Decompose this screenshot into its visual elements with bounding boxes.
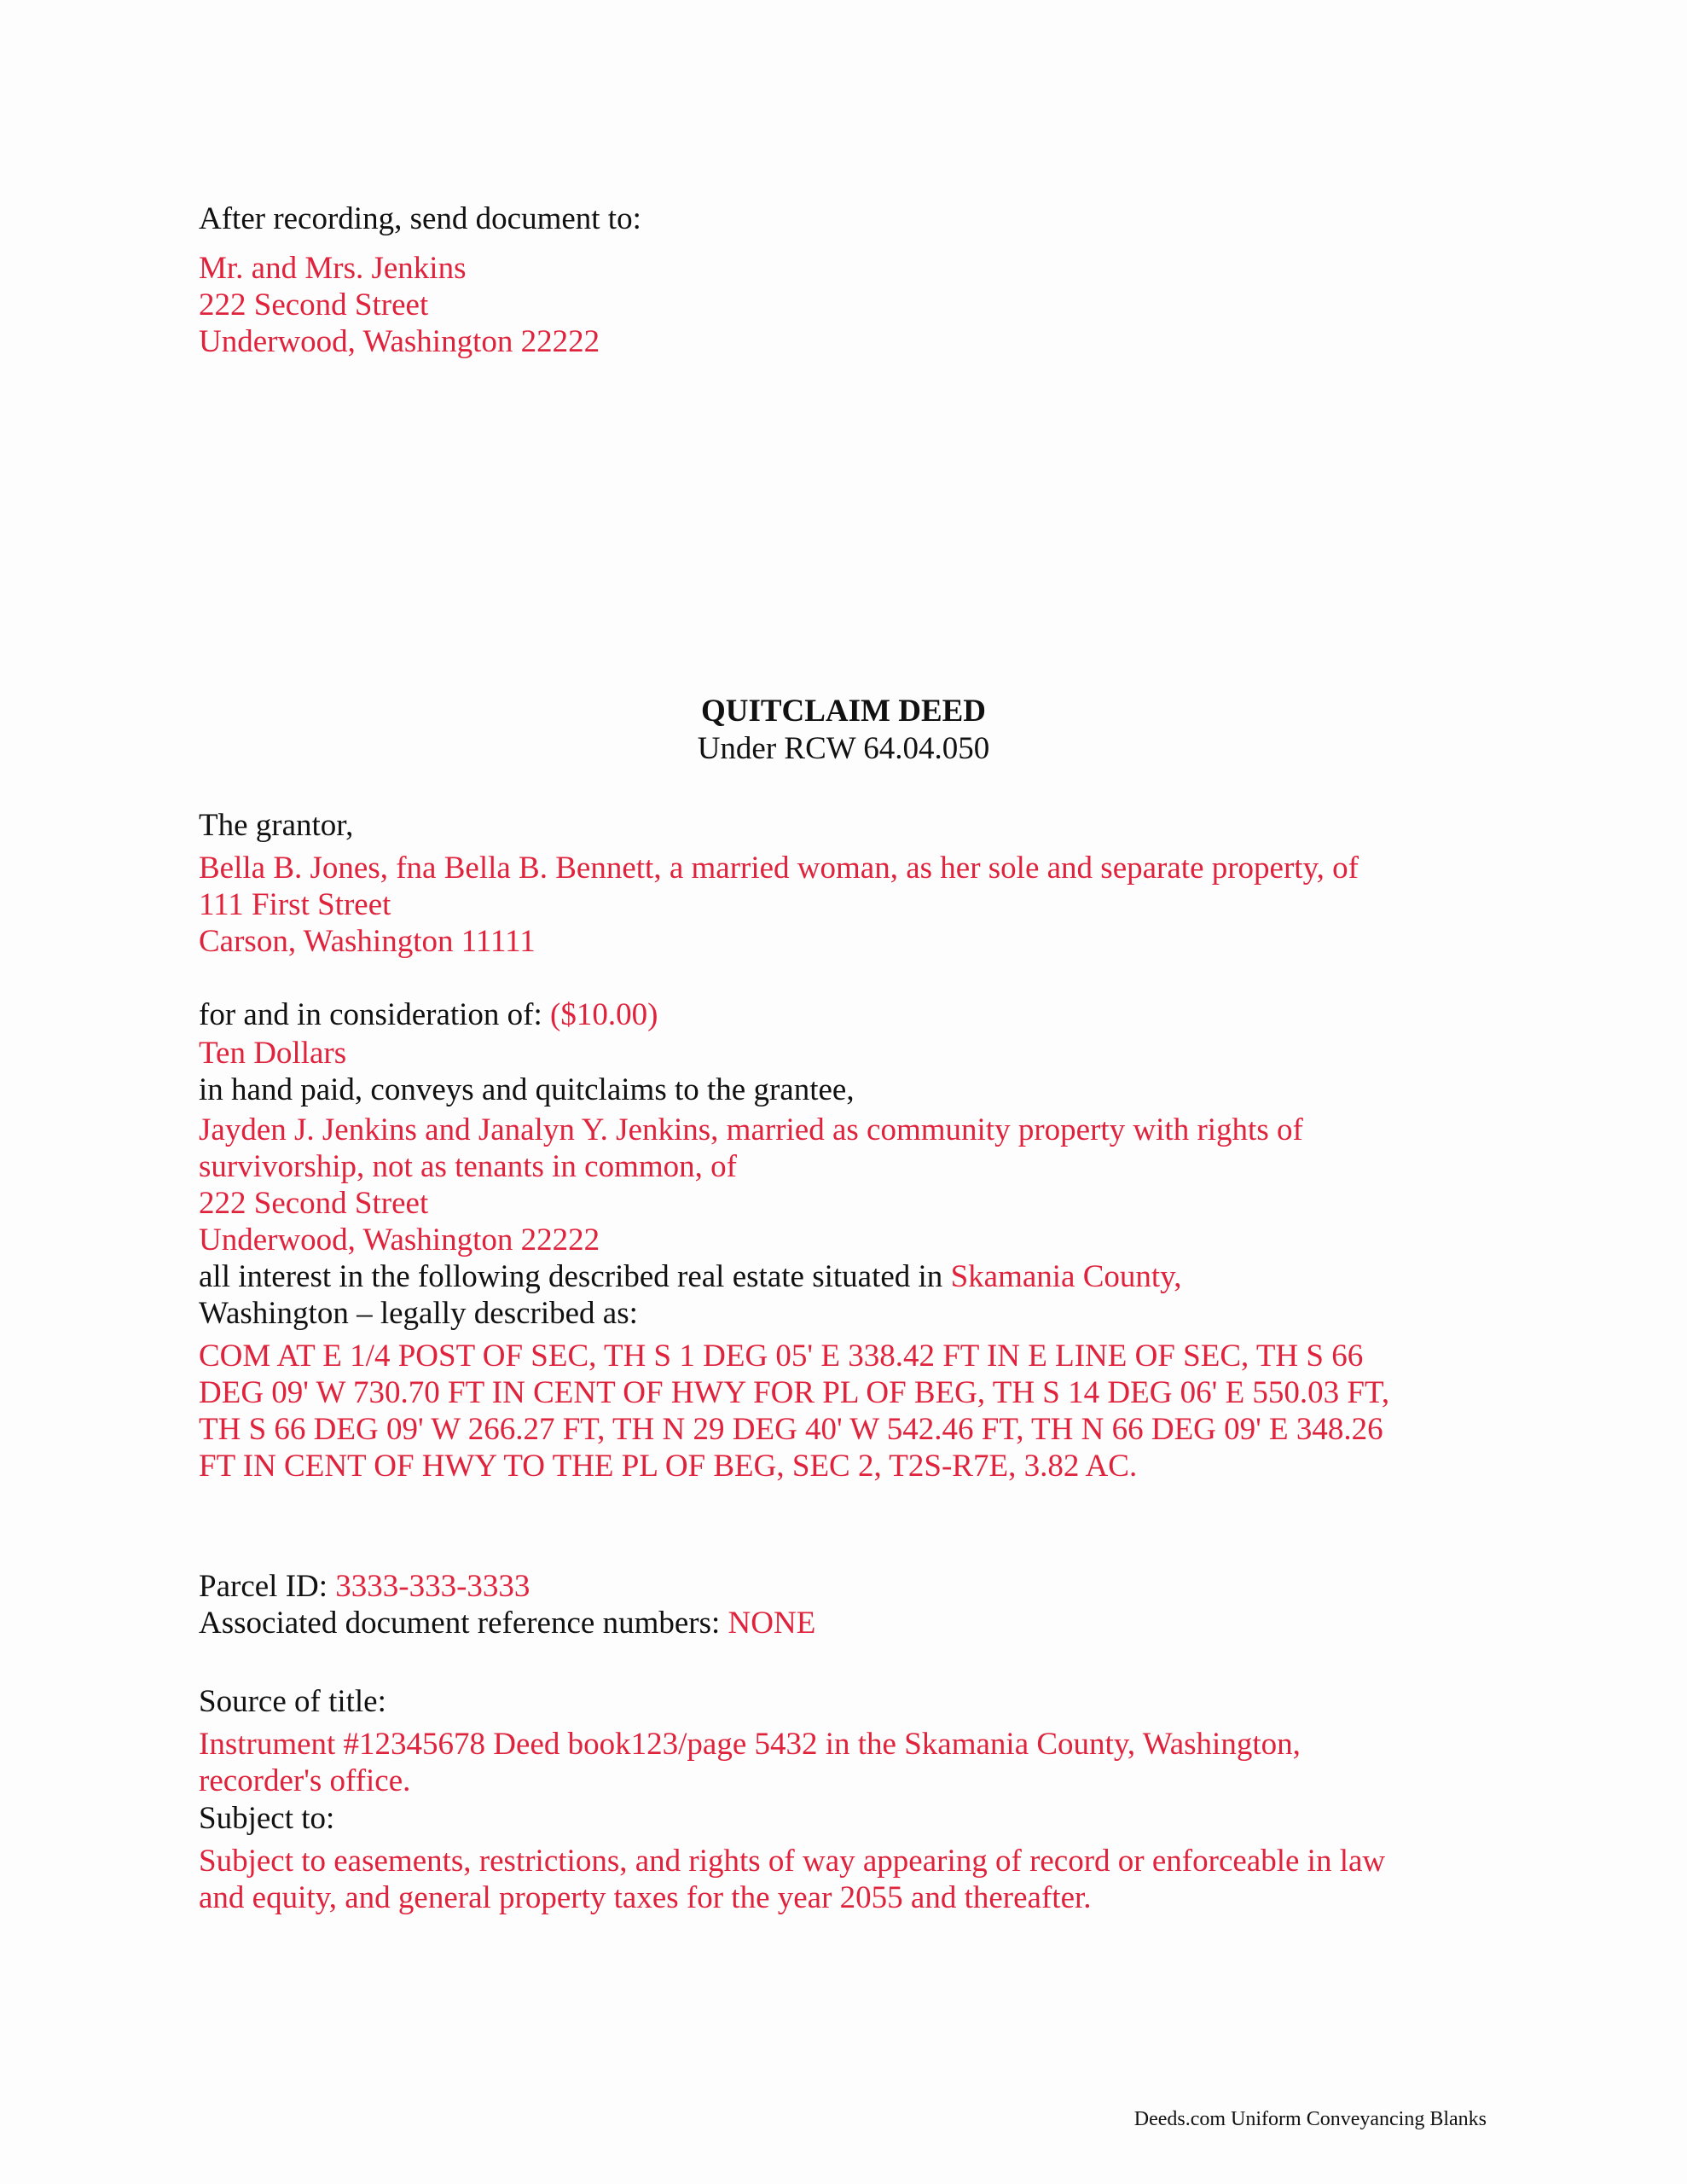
grantee-street: 222 Second Street <box>199 1186 429 1221</box>
grantee-city: Underwood, Washington 22222 <box>199 1223 600 1258</box>
source-of-title-line-1: Instrument #12345678 Deed book123/page 5432 in the Skamania County, Washington, <box>199 1727 1301 1762</box>
associated-label: Associated document reference numbers: <box>199 1606 721 1641</box>
property-intro-line <box>199 1258 1495 1295</box>
grantor-name: Bella B. Jones, fna Bella B. Bennett, a married woman, as her sole and separate property, of <box>199 851 1359 886</box>
footer-credit: Deeds.com Uniform Conveyancing Blanks <box>1133 2108 1487 2130</box>
return-address-street: 222 Second Street <box>199 288 429 322</box>
associated-value: NONE <box>728 1606 816 1641</box>
property-county: Skamania County, <box>950 1259 1182 1294</box>
return-address-block <box>199 200 1495 360</box>
deed-title-block <box>0 693 1687 768</box>
grantor-city: Carson, Washington 11111 <box>199 924 536 959</box>
property-intro-2: Washington – legally described as: <box>199 1296 638 1331</box>
parcel-line <box>199 1568 1495 1605</box>
grantor-street: 111 First Street <box>199 887 391 922</box>
legal-description-line: TH S 66 DEG 09' W 266.27 FT, TH N 29 DEG 40' W 542.46 FT, TH N 66 DEG 09' E 348.26 <box>199 1412 1383 1447</box>
grantee-line-1: Jayden J. Jenkins and Janalyn Y. Jenkins, married as community property with rights of <box>199 1112 1303 1147</box>
legal-description-line: DEG 09' W 730.70 FT IN CENT OF HWY FOR PL OF BEG, TH S 14 DEG 06' E 550.03 FT, <box>199 1375 1390 1410</box>
legal-description-line: FT IN CENT OF HWY TO THE PL OF BEG, SEC 2, T2S-R7E, 3.82 AC. <box>199 1449 1138 1484</box>
parcel-label: Parcel ID: <box>199 1569 328 1604</box>
deed-title: QUITCLAIM DEED <box>700 694 987 729</box>
return-address-name: Mr. and Mrs. Jenkins <box>199 251 467 286</box>
grantor-block <box>199 807 1495 960</box>
return-address-label: After recording, send document to: <box>199 201 641 236</box>
consideration-label: for and in consideration of: <box>199 997 542 1032</box>
consideration-block <box>199 996 1495 1484</box>
subject-to-line-1: Subject to easements, restrictions, and rights of way appearing of record or enforceable in law <box>199 1844 1386 1879</box>
conveys-line: in hand paid, conveys and quitclaims to the grantee, <box>199 1072 855 1107</box>
source-of-title-line-2: recorder's office. <box>199 1763 411 1798</box>
deed-subtitle: Under RCW 64.04.050 <box>697 731 990 766</box>
source-of-title-label: Source of title: <box>199 1684 386 1719</box>
associated-line <box>199 1605 1495 1641</box>
grantor-label: The grantor, <box>199 808 354 843</box>
consideration-words: Ten Dollars <box>199 1036 347 1071</box>
subject-to-line-2: and equity, and general property taxes for the year 2055 and thereafter. <box>199 1880 1092 1915</box>
return-address-city: Underwood, Washington 22222 <box>199 324 600 359</box>
grantee-line-2: survivorship, not as tenants in common, of <box>199 1149 737 1184</box>
subject-to-label: Subject to: <box>199 1801 335 1836</box>
source-of-title-block <box>199 1683 1495 1916</box>
legal-description-line: COM AT E 1/4 POST OF SEC, TH S 1 DEG 05' E 338.42 FT IN E LINE OF SEC, TH S 66 <box>199 1339 1364 1374</box>
consideration-line <box>199 996 1495 1033</box>
consideration-amount: ($10.00) <box>550 997 658 1032</box>
property-intro: all interest in the following described real estate situated in <box>199 1259 943 1294</box>
parcel-block <box>199 1568 1495 1641</box>
parcel-value: 3333-333-3333 <box>335 1569 530 1604</box>
